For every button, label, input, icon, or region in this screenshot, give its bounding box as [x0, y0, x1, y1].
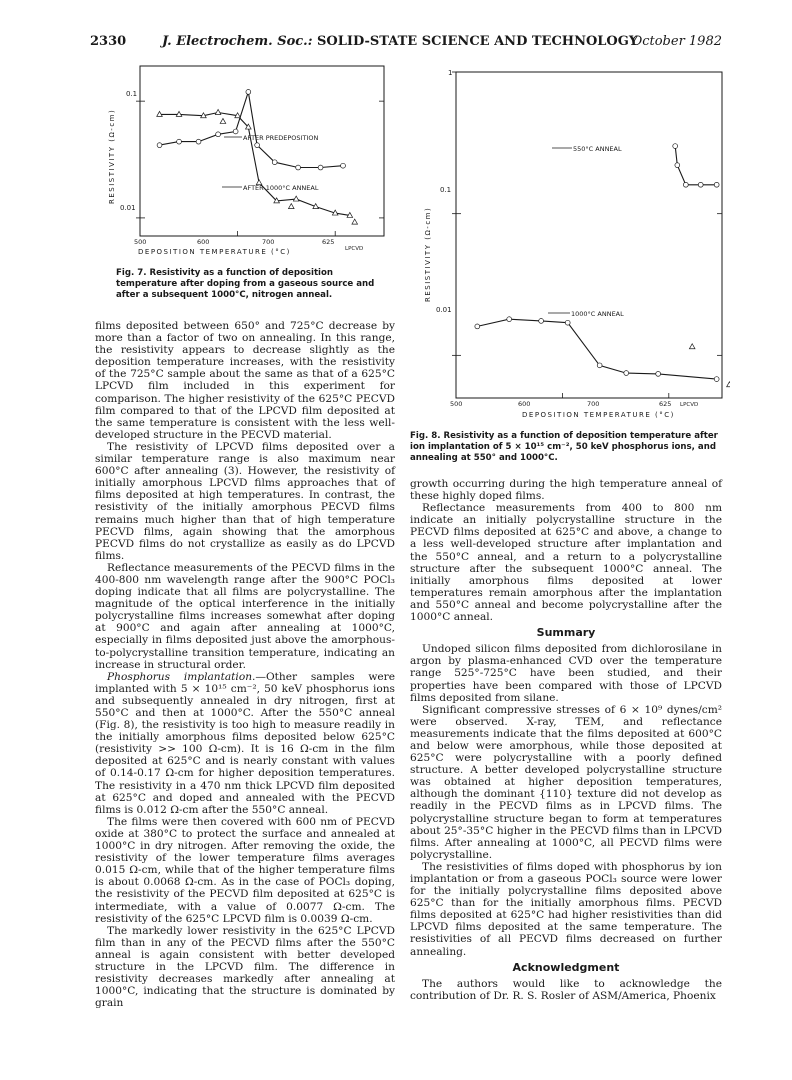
fig7-frame: [140, 66, 384, 236]
acknowledgment-paragraph: The authors would like to acknowledge the contribution of Dr. R. S. Rosler of ASM/America, Phoenix: [410, 977, 722, 1002]
fig8-markers: [475, 144, 730, 387]
data-point: [673, 144, 678, 149]
body-paragraph: films deposited between 650° and 725°C decrease by more than a factor of two on annealing. In this range, the resistivity appears to decrease slightly as the deposition temperature increases, with the resistivity of the 725°C sample about the same as that of a 625°C LPCVD film included in this experiment for comparison. The higher resistivity of the 625°C PECVD film compared to that of the LPCVD film deposited at the same temperature is consistent with the less well-developed structure in the PECVD material.: [95, 320, 395, 441]
data-point: [233, 129, 238, 134]
data-point: [318, 165, 323, 170]
fig8-ytick-1: 1: [448, 69, 453, 77]
data-point: [656, 371, 661, 376]
journal-section: SOLID-STATE SCIENCE AND TECHNOLOGY: [317, 34, 639, 49]
data-point: [288, 204, 294, 209]
data-point: [296, 165, 301, 170]
series-line: [477, 319, 716, 379]
fig7-tick-marks: [136, 101, 384, 236]
data-point: [293, 196, 299, 201]
data-point: [565, 320, 570, 325]
data-point: [683, 182, 688, 187]
body-paragraph: The resistivity of LPCVD films deposited over a similar temperature range is also maximum near 600°C after annealing (3). However, the resistivity of initially amorphous LPCVD films approaches that of films deposited at high temperatures. In contrast, the resistivity of the initially amorphous PECVD films remains much higher than that of high temperature PECVD films, again showing that the amorphous PECVD films do not crystallize as easily as do LPCVD films.: [95, 440, 395, 562]
figure-7: [96, 64, 396, 264]
data-point: [698, 182, 703, 187]
fig8-y-axis-label: RESISTIVITY (Ω-cm): [424, 206, 432, 302]
summary-paragraph: Undoped silicon films deposited from dichlorosilane in argon by plasma-enhanced CVD over the temperature range 525°-725°C have been studied, and their properties have been compared with those of LPCVD films deposited from silane.: [410, 643, 722, 704]
fig8-xtick-600: 600: [518, 400, 531, 408]
issue-date: October 1982: [631, 34, 722, 49]
fig7-lpcvd-tag: LPCVD: [345, 246, 364, 252]
data-point: [177, 139, 182, 144]
data-point: [255, 143, 260, 148]
data-point: [157, 143, 162, 148]
data-point: [597, 363, 602, 368]
figure-8-plot: [410, 62, 730, 424]
fig7-annotation-predeposition: AFTER PREDEPOSITION: [243, 134, 319, 142]
fig8-annotation-1000-anneal: 1000°C ANNEAL: [571, 310, 624, 318]
running-header: [90, 34, 722, 54]
fig8-ytick-0.01: 0.01: [436, 306, 452, 314]
data-point: [675, 163, 680, 168]
data-point: [272, 160, 277, 165]
fig7-xtick-600: 600: [197, 238, 210, 246]
fig7-series: [160, 92, 350, 215]
acknowledgment-heading: Acknowledgment: [512, 960, 620, 974]
fig7-x-axis-label: DEPOSITION TEMPERATURE (°C): [138, 248, 291, 256]
page-number: 2330: [90, 34, 127, 49]
body-paragraph: Reflectance measurements of the PECVD films in the 400-800 nm wavelength range after the 900°C POCl₃ doping indicate that all films are polycrystalline. The magnitude of the optical interference in the initially polycrystalline films increases somewhat after doping at 900°C and again after annealing at 1000°C, especially in films deposited just above the amorphous-to-polycrystalline transition temperature, indicating an increase in structural order.: [95, 561, 395, 671]
data-point: [727, 382, 730, 387]
fig7-xtick-700: 700: [262, 238, 275, 246]
data-point: [507, 317, 512, 322]
body-paragraph: The markedly lower resistivity in the 625°C LPCVD film than in any of the PECVD films after the 550°C anneal is again consistent with better developed structure in the LPCVD film. The difference in resistivity decreases markedly after annealing at 1000°C, indicating that the structure is dominated by grain: [95, 924, 395, 1010]
data-point: [216, 132, 221, 137]
right-column-text: [410, 478, 722, 1002]
summary-heading: Summary: [536, 626, 596, 640]
fig8-series: [477, 146, 716, 379]
data-point: [475, 324, 480, 329]
data-point: [624, 371, 629, 376]
data-point: [714, 182, 719, 187]
fig7-ytick-0.01: 0.01: [120, 204, 136, 212]
series-line: [675, 146, 717, 185]
fig7-xtick-500: 500: [134, 238, 147, 246]
fig7-y-axis-label: RESISTIVITY (Ω-cm): [108, 108, 116, 204]
figure-8: [410, 62, 730, 424]
data-point: [215, 109, 221, 114]
data-point: [220, 118, 226, 123]
figure-8-caption: Fig. 8. Resistivity as a function of deposition temperature after ion implantation of 5 × 10¹⁵ cm⁻², 50 keV phosphorus ions, and annealing at 550° and 1000°C.: [410, 431, 718, 463]
data-point: [352, 219, 358, 224]
summary-paragraph: The resistivities of films doped with phosphorus by ion implantation or from a gaseous POCl₃ source were lower for the initially polycrystalline films deposited above 625°C than for the initially amorphous films. PECVD films deposited at 625°C had higher resistivities than did LPCVD films deposited at the same temperature. The resistivities of all PECVD films decreased on further annealing.: [410, 860, 722, 958]
subsection-text: —Other samples were implanted with 5 × 10¹⁵ cm⁻², 50 keV phosphorus ions and subsequently annealed in dry nitrogen, first at 550°C and then at 1000°C. After the 550°C anneal (Fig. 8), the resistivity is too high to measure readily in the initially amorphous films deposited below 625°C (resistivity >> 100 Ω-cm). It is 16 Ω-cm in the film deposited at 625°C and is nearly constant with values of 0.14-0.17 Ω-cm for higher deposition temperatures. The resistivity in a 470 nm thick LPCVD film deposited at 625°C and doped and annealed with the PECVD films is 0.012 Ω-cm after the 550°C anneal.: [95, 670, 395, 816]
journal-title: [162, 34, 638, 49]
fig8-x-axis-label: DEPOSITION TEMPERATURE (°C): [522, 411, 675, 419]
figure-7-caption: Fig. 7. Resistivity as a function of deposition temperature after doping from a gaseous source and after a subsequent 1000°C, nitrogen anneal.: [116, 268, 375, 300]
data-point: [689, 344, 695, 349]
fig7-xtick-625: 625: [322, 238, 335, 246]
fig8-xtick-700: 700: [587, 400, 600, 408]
body-paragraph: The films were then covered with 600 nm of PECVD oxide at 380°C to protect the surface and annealed at 1000°C in dry nitrogen. After removing the oxide, the resistivity of the lower temperature films averages 0.015 Ω-cm, while that of the higher temperature films is about 0.0068 Ω-cm. As in the case of POCl₃ doping, the resistivity of the PECVD film deposited at 625°C is intermediate, with a value of 0.0077 Ω-cm. The resistivity of the 625°C LPCVD film is 0.0039 Ω-cm.: [95, 815, 395, 925]
data-point: [539, 319, 544, 324]
summary-paragraph: Significant compressive stresses of 6 × 10⁹ dynes/cm² were observed. X-ray, TEM, and reflectance measurements indicate that the films deposited at 600°C and below were amorphous, while those deposited at 625°C were polycrystalline with a poorly defined structure. A better developed polycrystalline structure was obtained at higher deposition temperatures, although the dominant {110} texture did not develop as readily in the PECVD films as in LPCVD films. The polycrystalline structure began to form at temperatures about 25°-35°C higher in the PECVD films than in LPCVD films. After annealing at 1000°C, all PECVD films were polycrystalline.: [410, 703, 722, 861]
data-point: [714, 377, 719, 382]
fig8-frame: [456, 72, 722, 398]
left-column-text: [95, 320, 395, 1009]
body-paragraph-implantation: [95, 671, 395, 816]
fig7-annotation-anneal: AFTER 1000°C ANNEAL: [243, 184, 319, 192]
fig8-ytick-0.1: 0.1: [440, 186, 452, 194]
fig7-ytick-0.1: 0.1: [126, 90, 138, 98]
fig8-xtick-500: 500: [450, 400, 463, 408]
fig8-annotation-550-anneal: 550°C ANNEAL: [573, 145, 622, 153]
series-line: [160, 92, 344, 168]
fig8-lpcvd-tag: LPCVD: [680, 402, 699, 408]
journal-name: J. Electrochem. Soc.:: [162, 34, 313, 49]
body-paragraph: Reflectance measurements from 400 to 800 nm indicate an initially polycrystalline structure in the PECVD films deposited at 625°C and above, a change to a less well-developed structure after implantation and the 550°C anneal, and a return to a polycrystalline structure after the subsequent 1000°C anneal. The initially amorphous films deposited at lower temperatures remain amorphous after the implantation and 550°C anneal and become polycrystalline after the 1000°C anneal.: [410, 502, 722, 624]
body-paragraph: growth occurring during the high temperature anneal of these highly doped films.: [410, 478, 722, 503]
data-point: [341, 163, 346, 168]
data-point: [246, 90, 251, 95]
fig8-xtick-625: 625: [659, 400, 672, 408]
data-point: [196, 139, 201, 144]
subsection-title: Phosphorus implantation.: [107, 670, 256, 683]
fig7-markers: [157, 90, 358, 225]
figure-7-plot: [96, 64, 396, 264]
